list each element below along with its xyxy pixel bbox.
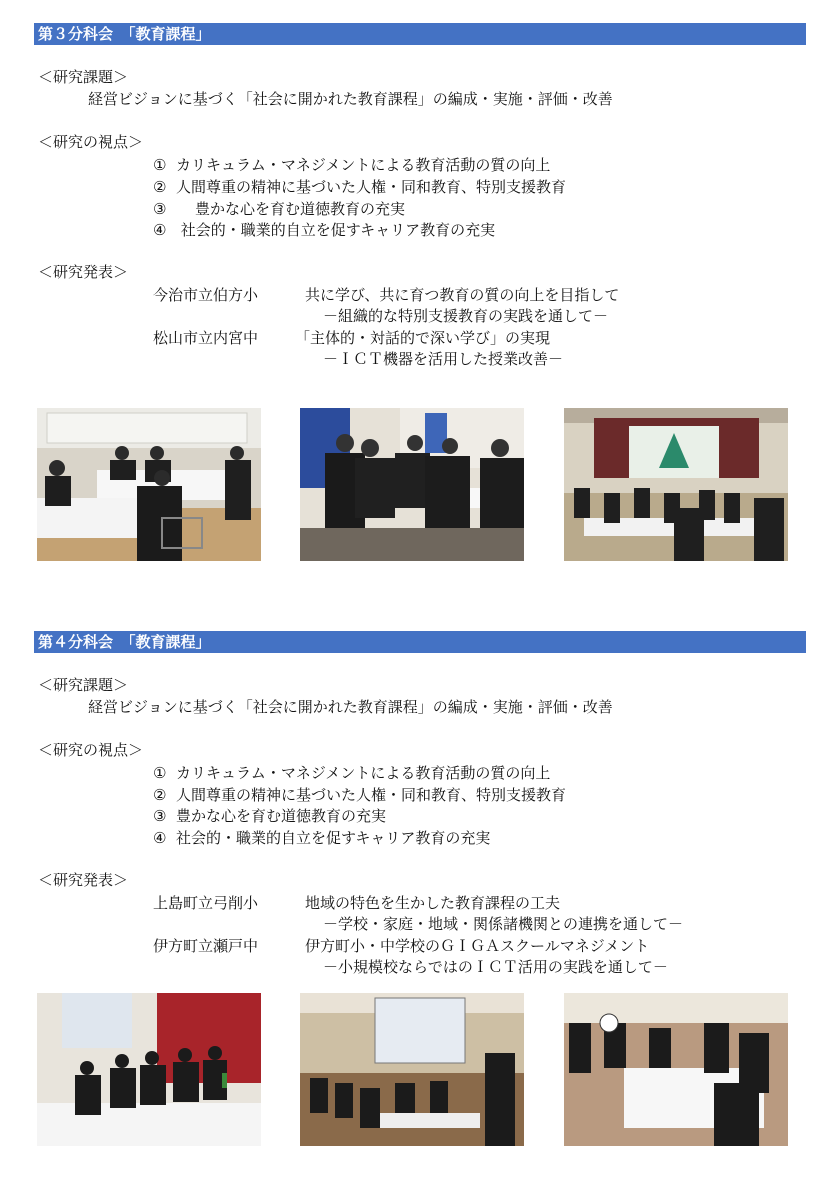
meeting-photo [37, 993, 261, 1146]
section-3-presentation-1-school: 今治市立伯方小 [153, 286, 259, 304]
section-4-theme: 経営ビジョンに基づく「社会に開かれた教育課程」の編成・実施・評価・改善 [88, 698, 613, 716]
meeting-photo [564, 408, 788, 561]
section-3-viewpoint-4: ④ 社会的・職業的自立を促すキャリア教育の充実 [153, 221, 496, 239]
section-4-presentation-2-subtitle: －小規模校ならではのＩＣＴ活用の実践を通して－ [323, 958, 668, 976]
section-3-viewpoint-3: ③ 豊かな心を育む道徳教育の充実 [153, 200, 406, 218]
section-4-presentation-1-subtitle: －学校・家庭・地域・関係諸機関との連携を通して－ [323, 915, 684, 933]
section-3-theme: 経営ビジョンに基づく「社会に開かれた教育課程」の編成・実施・評価・改善 [88, 90, 613, 108]
section-4-presentations-label: ＜研究発表＞ [38, 871, 129, 889]
section-4-presentation-1-title: 地域の特色を生かした教育課程の工夫 [305, 894, 561, 912]
section-3-presentations-label: ＜研究発表＞ [38, 263, 129, 281]
section-4-header: 第４分科会 「教育課程」 [34, 631, 806, 653]
meeting-photo [37, 408, 261, 561]
meeting-photo [564, 993, 788, 1146]
section-4-viewpoint-1: ① カリキュラム・マネジメントによる教育活動の質の向上 [153, 764, 551, 782]
section-3-presentation-2-school: 松山市立内宮中 [153, 329, 259, 347]
section-4-theme-label: ＜研究課題＞ [38, 676, 129, 694]
section-4-viewpoints-label: ＜研究の視点＞ [38, 741, 144, 759]
section-4-viewpoint-4: ④ 社会的・職業的自立を促すキャリア教育の充実 [153, 829, 491, 847]
meeting-photo [300, 993, 524, 1146]
section-3-viewpoint-2: ② 人間尊重の精神に基づいた人権・同和教育、特別支援教育 [153, 178, 566, 196]
section-4-presentation-1-school: 上島町立弓削小 [153, 894, 259, 912]
section-4-presentation-2-school: 伊方町立瀬戸中 [153, 937, 259, 955]
section-3-header: 第３分科会 「教育課程」 [34, 23, 806, 45]
section-3-presentation-2-subtitle: －ＩＣＴ機器を活用した授業改善－ [323, 350, 564, 368]
section-3-presentation-1-title: 共に学び、共に育つ教育の質の向上を目指して [305, 286, 620, 304]
meeting-photo [300, 408, 524, 561]
section-3-viewpoint-1: ① カリキュラム・マネジメントによる教育活動の質の向上 [153, 156, 551, 174]
section-3-viewpoints-label: ＜研究の視点＞ [38, 133, 144, 151]
section-4-viewpoint-3: ③ 豊かな心を育む道徳教育の充実 [153, 807, 386, 825]
section-4-viewpoint-2: ② 人間尊重の精神に基づいた人権・同和教育、特別支援教育 [153, 786, 566, 804]
section-3-presentation-2-title: 「主体的・対話的で深い学び」の実現 [295, 329, 551, 347]
section-4-presentation-2-title: 伊方町小・中学校のＧＩＧＡスクールマネジメント [305, 937, 650, 955]
section-3-presentation-1-subtitle: －組織的な特別支援教育の実践を通して－ [323, 307, 609, 325]
section-3-theme-label: ＜研究課題＞ [38, 68, 129, 86]
